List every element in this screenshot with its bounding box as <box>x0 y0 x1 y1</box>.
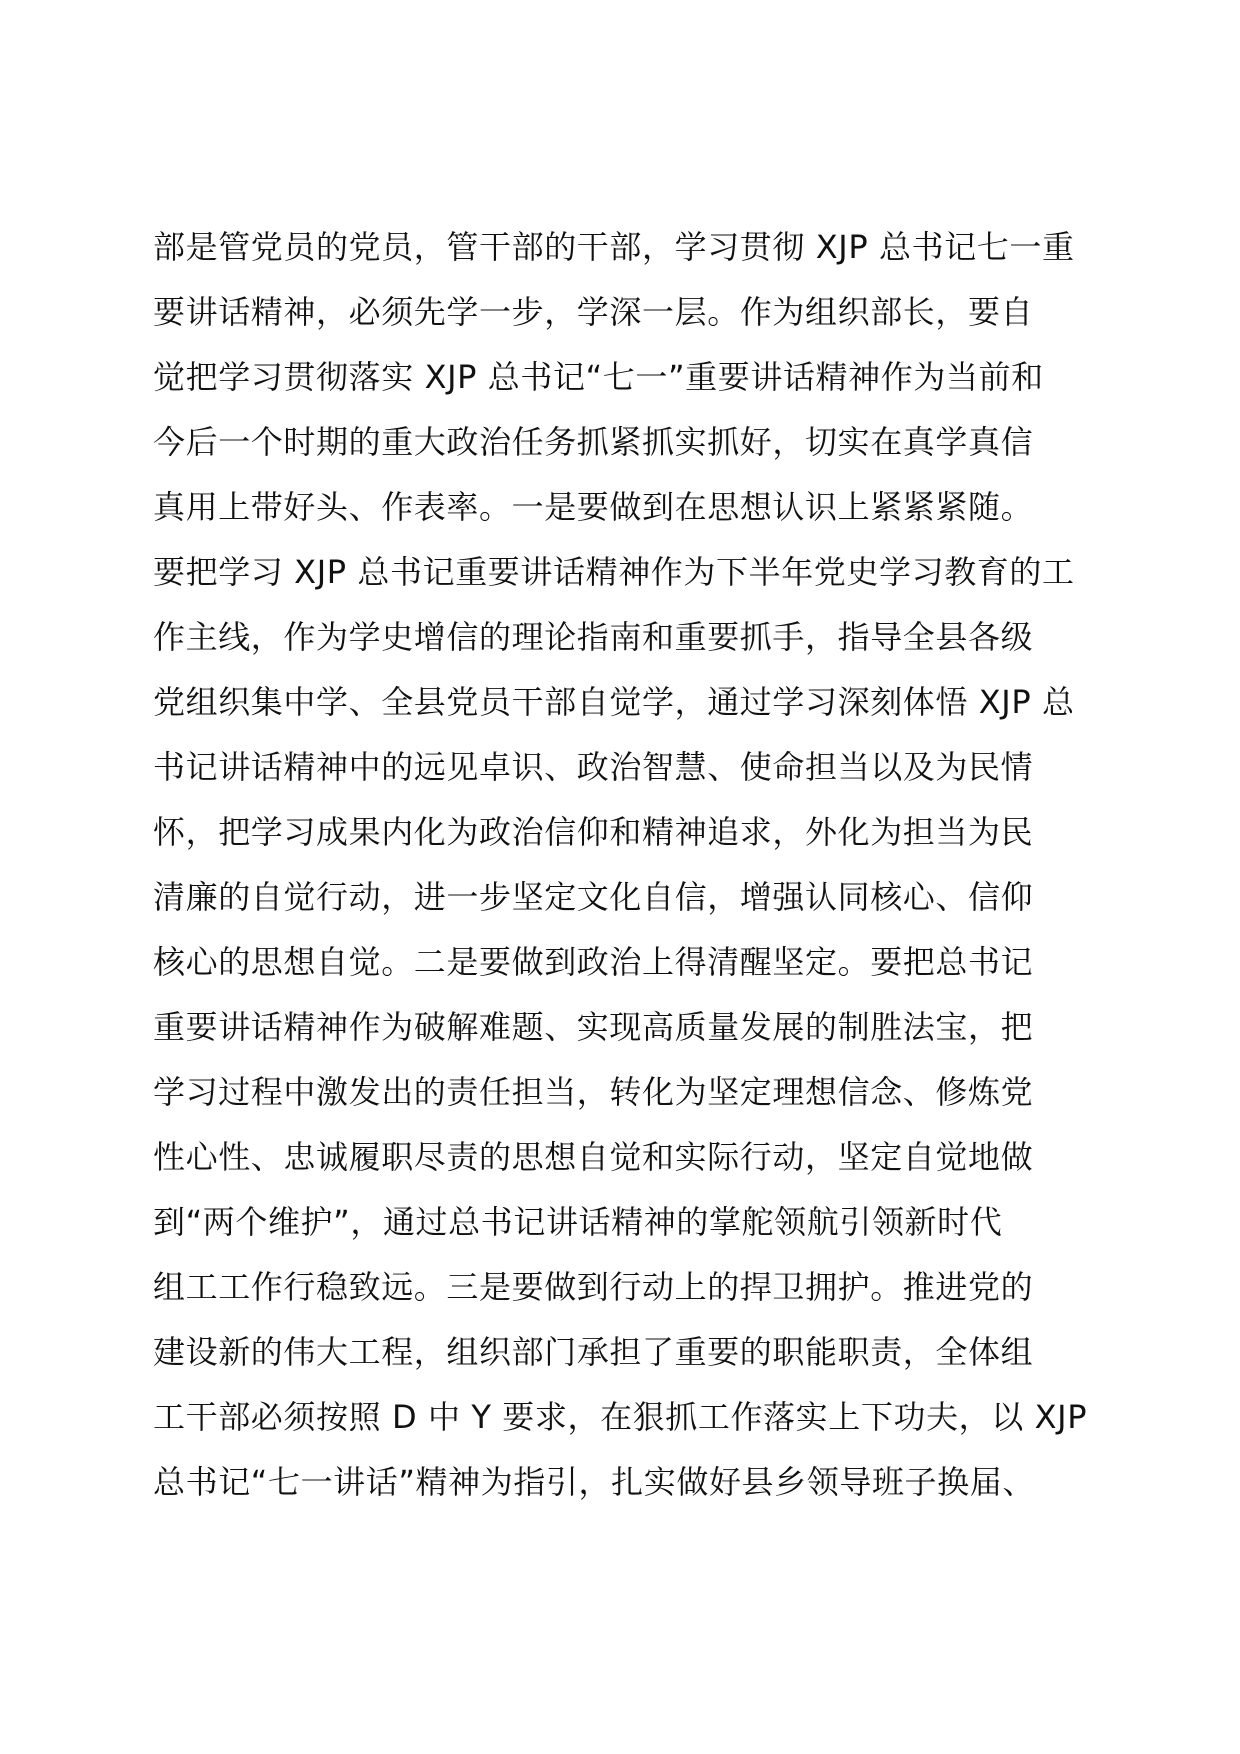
text-line: 性心性、忠诚履职尽责的思想自觉和实际行动，坚定自觉地做 <box>153 1138 1034 1176</box>
text-line: 总书记“七一讲话”精神为指引，扎实做好县乡领导班子换届、 <box>153 1463 1035 1501</box>
text-line: 核心的思想自觉。二是要做到政治上得清醒坚定。要把总书记 <box>153 943 1034 981</box>
text-line: 清廉的自觉行动，进一步坚定文化自信，增强认同核心、信仰 <box>153 878 1034 916</box>
text-line: 组工工作行稳致远。三是要做到行动上的捍卫拥护。推进党的 <box>153 1268 1034 1306</box>
text-line: 学习过程中激发出的责任担当，转化为坚定理想信念、修炼党 <box>153 1073 1034 1111</box>
text-line: 真用上带好头、作表率。一是要做到在思想认识上紧紧紧随。 <box>153 488 1034 526</box>
text-line: 觉把学习贯彻落实 XJP 总书记“七一”重要讲话精神作为当前和 <box>153 358 1044 396</box>
text-line: 工干部必须按照 D 中 Y 要求，在狠抓工作落实上下功夫，以 XJP <box>153 1398 1088 1436</box>
text-line: 建设新的伟大工程，组织部门承担了重要的职能职责，全体组 <box>153 1333 1034 1371</box>
text-line: 作主线，作为学史增信的理论指南和重要抓手，指导全县各级 <box>153 618 1034 656</box>
body-paragraph <box>153 215 1103 1515</box>
text-line: 要讲话精神，必须先学一步，学深一层。作为组织部长，要自 <box>153 293 1034 331</box>
text-line: 部是管党员的党员，管干部的干部，学习贯彻 XJP 总书记七一重 <box>153 228 1075 266</box>
text-line: 怀，把学习成果内化为政治信仰和精神追求，外化为担当为民 <box>153 813 1034 851</box>
text-line: 今后一个时期的重大政治任务抓紧抓实抓好，切实在真学真信 <box>153 423 1034 461</box>
text-line: 书记讲话精神中的远见卓识、政治智慧、使命担当以及为民情 <box>153 748 1034 786</box>
text-line: 党组织集中学、全县党员干部自觉学，通过学习深刻体悟 XJP 总 <box>153 683 1075 721</box>
text-line: 到“两个维护”，通过总书记讲话精神的掌舵领航引领新时代 <box>153 1203 1003 1241</box>
text-line: 要把学习 XJP 总书记重要讲话精神作为下半年党史学习教育的工 <box>153 553 1075 591</box>
text-line: 重要讲话精神作为破解难题、实现高质量发展的制胜法宝，把 <box>153 1008 1034 1046</box>
